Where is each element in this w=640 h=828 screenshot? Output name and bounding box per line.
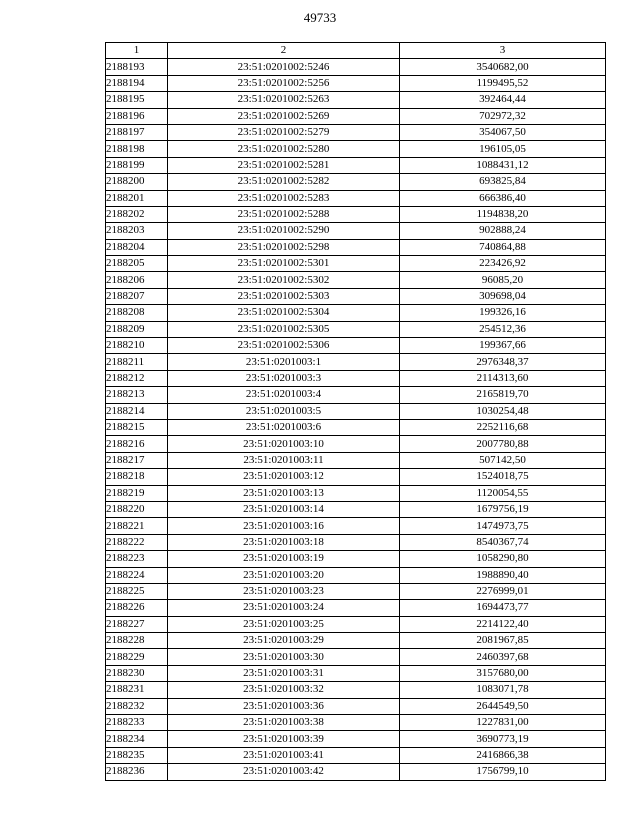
table-row (106, 338, 606, 354)
cadastral-number-cell: 23:51:0201002:5281 (168, 157, 400, 173)
data-table (105, 42, 606, 781)
cadastral-number-cell: 23:51:0201002:5256 (168, 75, 400, 91)
value-cell: 8540367,74 (400, 534, 606, 550)
cadastral-number-cell: 23:51:0201003:6 (168, 419, 400, 435)
record-number-cell: 2188197 (106, 124, 168, 140)
value-cell: 2276999,01 (400, 583, 606, 599)
table-row (106, 157, 606, 173)
table-row (106, 567, 606, 583)
table-row (106, 518, 606, 534)
cadastral-number-cell: 23:51:0201002:5269 (168, 108, 400, 124)
value-cell: 1199495,52 (400, 75, 606, 91)
cadastral-number-cell: 23:51:0201003:20 (168, 567, 400, 583)
value-cell: 3540682,00 (400, 59, 606, 75)
record-number-cell: 2188193 (106, 59, 168, 75)
value-cell: 2165819,70 (400, 387, 606, 403)
cadastral-number-cell: 23:51:0201002:5280 (168, 141, 400, 157)
value-cell: 2252116,68 (400, 419, 606, 435)
record-number-cell: 2188219 (106, 485, 168, 501)
cadastral-number-cell: 23:51:0201002:5279 (168, 124, 400, 140)
value-cell: 196105,05 (400, 141, 606, 157)
record-number-cell: 2188210 (106, 338, 168, 354)
record-number-cell: 2188234 (106, 731, 168, 747)
table-row (106, 600, 606, 616)
record-number-cell: 2188221 (106, 518, 168, 534)
record-number-cell: 2188225 (106, 583, 168, 599)
record-number-cell: 2188228 (106, 633, 168, 649)
value-cell: 2416866,38 (400, 747, 606, 763)
table-row (106, 223, 606, 239)
record-number-cell: 2188224 (106, 567, 168, 583)
value-cell: 1083071,78 (400, 682, 606, 698)
table-row (106, 92, 606, 108)
table-row (106, 485, 606, 501)
value-cell: 392464,44 (400, 92, 606, 108)
value-cell: 740864,88 (400, 239, 606, 255)
record-number-cell: 2188211 (106, 354, 168, 370)
record-number-cell: 2188235 (106, 747, 168, 763)
cadastral-number-cell: 23:51:0201002:5306 (168, 338, 400, 354)
record-number-cell: 2188200 (106, 174, 168, 190)
cadastral-number-cell: 23:51:0201003:23 (168, 583, 400, 599)
cadastral-number-cell: 23:51:0201003:38 (168, 715, 400, 731)
table-row (106, 534, 606, 550)
value-cell: 2460397,68 (400, 649, 606, 665)
table-row (106, 354, 606, 370)
table-row (106, 387, 606, 403)
value-cell: 1058290,80 (400, 551, 606, 567)
record-number-cell: 2188231 (106, 682, 168, 698)
table-row (106, 190, 606, 206)
record-number-cell: 2188226 (106, 600, 168, 616)
value-cell: 2114313,60 (400, 370, 606, 386)
cadastral-number-cell: 23:51:0201003:11 (168, 452, 400, 468)
value-cell: 1030254,48 (400, 403, 606, 419)
value-cell: 666386,40 (400, 190, 606, 206)
table-row (106, 403, 606, 419)
value-cell: 1474973,75 (400, 518, 606, 534)
value-cell: 1679756,19 (400, 501, 606, 517)
value-cell: 1524018,75 (400, 469, 606, 485)
value-cell: 3690773,19 (400, 731, 606, 747)
record-number-cell: 2188229 (106, 649, 168, 665)
record-number-cell: 2188199 (106, 157, 168, 173)
table-body (106, 59, 606, 780)
table-row (106, 419, 606, 435)
cadastral-number-cell: 23:51:0201002:5246 (168, 59, 400, 75)
record-number-cell: 2188222 (106, 534, 168, 550)
table-row (106, 239, 606, 255)
value-cell: 309698,04 (400, 288, 606, 304)
table-row (106, 551, 606, 567)
value-cell: 199367,66 (400, 338, 606, 354)
table-row (106, 206, 606, 222)
value-cell: 1694473,77 (400, 600, 606, 616)
record-number-cell: 2188233 (106, 715, 168, 731)
table-row (106, 59, 606, 75)
record-number-cell: 2188217 (106, 452, 168, 468)
record-number-cell: 2188201 (106, 190, 168, 206)
value-cell: 2644549,50 (400, 698, 606, 714)
table-row (106, 469, 606, 485)
record-number-cell: 2188196 (106, 108, 168, 124)
table-row (106, 174, 606, 190)
value-cell: 507142,50 (400, 452, 606, 468)
record-number-cell: 2188194 (106, 75, 168, 91)
record-number-cell: 2188230 (106, 665, 168, 681)
column-header-2: 2 (168, 43, 400, 59)
cadastral-number-cell: 23:51:0201003:30 (168, 649, 400, 665)
value-cell: 3157680,00 (400, 665, 606, 681)
table-row (106, 764, 606, 780)
value-cell: 702972,32 (400, 108, 606, 124)
value-cell: 223426,92 (400, 256, 606, 272)
table-row (106, 124, 606, 140)
cadastral-number-cell: 23:51:0201003:24 (168, 600, 400, 616)
table-row (106, 501, 606, 517)
table-row (106, 108, 606, 124)
value-cell: 1988890,40 (400, 567, 606, 583)
record-number-cell: 2188204 (106, 239, 168, 255)
record-number-cell: 2188236 (106, 764, 168, 780)
value-cell: 1194838,20 (400, 206, 606, 222)
cadastral-number-cell: 23:51:0201003:3 (168, 370, 400, 386)
cadastral-number-cell: 23:51:0201003:42 (168, 764, 400, 780)
record-number-cell: 2188208 (106, 305, 168, 321)
cadastral-number-cell: 23:51:0201003:14 (168, 501, 400, 517)
record-number-cell: 2188214 (106, 403, 168, 419)
cadastral-number-cell: 23:51:0201003:4 (168, 387, 400, 403)
value-cell: 199326,16 (400, 305, 606, 321)
record-number-cell: 2188215 (106, 419, 168, 435)
record-number-cell: 2188220 (106, 501, 168, 517)
record-number-cell: 2188198 (106, 141, 168, 157)
cadastral-number-cell: 23:51:0201002:5305 (168, 321, 400, 337)
table-row (106, 141, 606, 157)
header-row (106, 43, 606, 59)
cadastral-number-cell: 23:51:0201003:19 (168, 551, 400, 567)
cadastral-number-cell: 23:51:0201002:5298 (168, 239, 400, 255)
table-row (106, 288, 606, 304)
record-number-cell: 2188227 (106, 616, 168, 632)
value-cell: 2976348,37 (400, 354, 606, 370)
cadastral-number-cell: 23:51:0201003:36 (168, 698, 400, 714)
record-number-cell: 2188202 (106, 206, 168, 222)
table-row (106, 682, 606, 698)
table-row (106, 370, 606, 386)
table-row (106, 616, 606, 632)
table-row (106, 321, 606, 337)
cadastral-number-cell: 23:51:0201003:29 (168, 633, 400, 649)
record-number-cell: 2188232 (106, 698, 168, 714)
cadastral-number-cell: 23:51:0201003:41 (168, 747, 400, 763)
value-cell: 902888,24 (400, 223, 606, 239)
cadastral-number-cell: 23:51:0201002:5303 (168, 288, 400, 304)
cadastral-number-cell: 23:51:0201002:5288 (168, 206, 400, 222)
cadastral-number-cell: 23:51:0201003:16 (168, 518, 400, 534)
record-number-cell: 2188223 (106, 551, 168, 567)
value-cell: 254512,36 (400, 321, 606, 337)
cadastral-number-cell: 23:51:0201003:18 (168, 534, 400, 550)
record-number-cell: 2188216 (106, 436, 168, 452)
table-row (106, 715, 606, 731)
record-number-cell: 2188195 (106, 92, 168, 108)
table-row (106, 583, 606, 599)
value-cell: 1227831,00 (400, 715, 606, 731)
value-cell: 2081967,85 (400, 633, 606, 649)
table-row (106, 75, 606, 91)
value-cell: 1756799,10 (400, 764, 606, 780)
table-row (106, 305, 606, 321)
record-number-cell: 2188206 (106, 272, 168, 288)
value-cell: 1120054,55 (400, 485, 606, 501)
cadastral-number-cell: 23:51:0201002:5290 (168, 223, 400, 239)
cadastral-number-cell: 23:51:0201003:13 (168, 485, 400, 501)
table-row (106, 452, 606, 468)
record-number-cell: 2188207 (106, 288, 168, 304)
table-row (106, 436, 606, 452)
value-cell: 1088431,12 (400, 157, 606, 173)
cadastral-number-cell: 23:51:0201003:25 (168, 616, 400, 632)
value-cell: 2214122,40 (400, 616, 606, 632)
cadastral-number-cell: 23:51:0201002:5282 (168, 174, 400, 190)
record-number-cell: 2188203 (106, 223, 168, 239)
cadastral-number-cell: 23:51:0201003:12 (168, 469, 400, 485)
cadastral-number-cell: 23:51:0201002:5263 (168, 92, 400, 108)
column-header-3: 3 (400, 43, 606, 59)
record-number-cell: 2188205 (106, 256, 168, 272)
table-row (106, 665, 606, 681)
cadastral-number-cell: 23:51:0201003:32 (168, 682, 400, 698)
table-row (106, 747, 606, 763)
record-number-cell: 2188213 (106, 387, 168, 403)
cadastral-number-cell: 23:51:0201003:5 (168, 403, 400, 419)
cadastral-number-cell: 23:51:0201002:5304 (168, 305, 400, 321)
table-row (106, 256, 606, 272)
column-header-1: 1 (106, 43, 168, 59)
table-row (106, 272, 606, 288)
value-cell: 693825,84 (400, 174, 606, 190)
record-number-cell: 2188212 (106, 370, 168, 386)
table-header (106, 43, 606, 59)
value-cell: 96085,20 (400, 272, 606, 288)
cadastral-number-cell: 23:51:0201002:5283 (168, 190, 400, 206)
record-number-cell: 2188218 (106, 469, 168, 485)
cadastral-number-cell: 23:51:0201003:39 (168, 731, 400, 747)
record-number-cell: 2188209 (106, 321, 168, 337)
page-number: 49733 (303, 10, 337, 25)
table-row (106, 698, 606, 714)
cadastral-number-cell: 23:51:0201003:31 (168, 665, 400, 681)
table-row (106, 731, 606, 747)
value-cell: 354067,50 (400, 124, 606, 140)
cadastral-number-cell: 23:51:0201002:5302 (168, 272, 400, 288)
table-row (106, 633, 606, 649)
cadastral-number-cell: 23:51:0201003:10 (168, 436, 400, 452)
cadastral-number-cell: 23:51:0201002:5301 (168, 256, 400, 272)
value-cell: 2007780,88 (400, 436, 606, 452)
cadastral-number-cell: 23:51:0201003:1 (168, 354, 400, 370)
table-row (106, 649, 606, 665)
